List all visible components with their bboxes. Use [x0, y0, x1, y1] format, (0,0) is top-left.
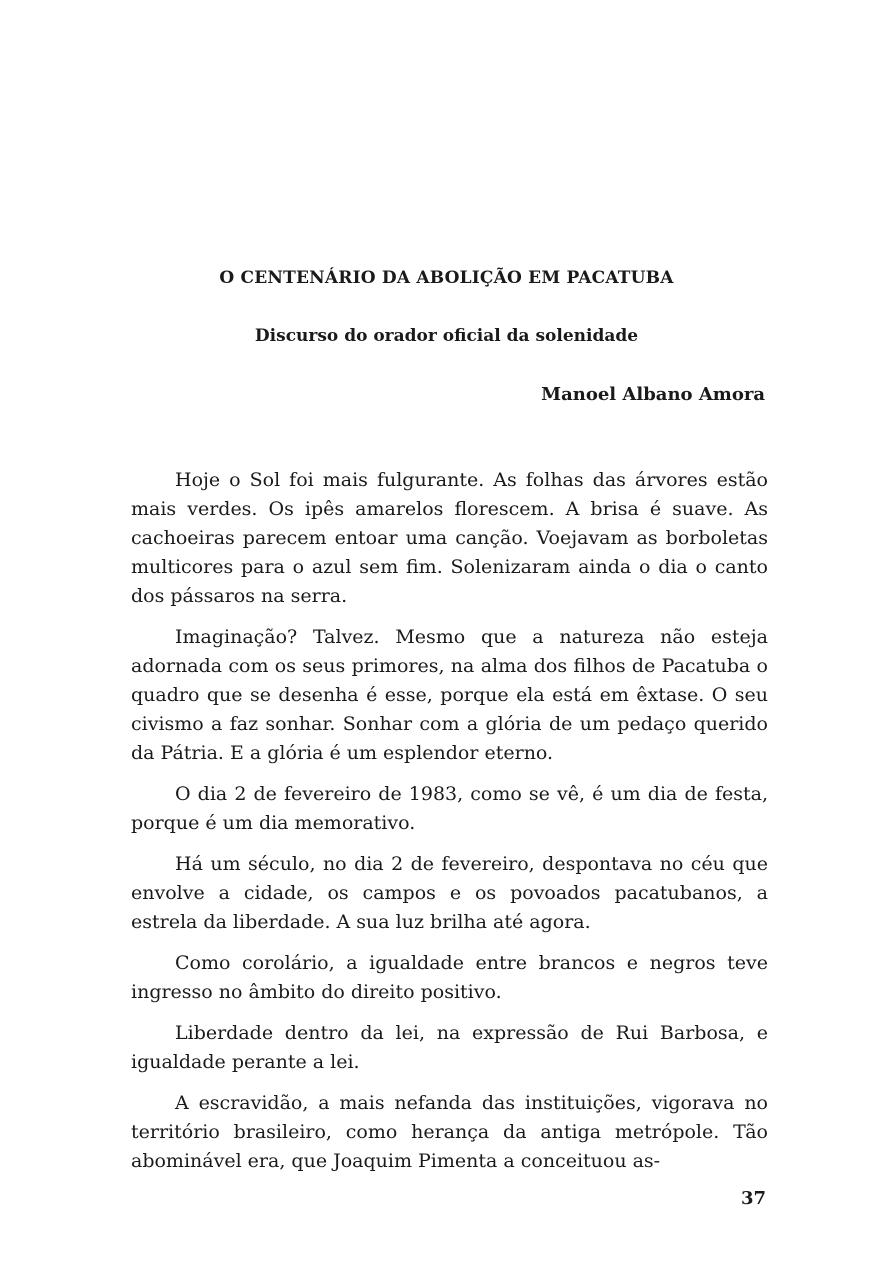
body-text [131, 466, 768, 1188]
paragraph: Como corolário, a igualdade entre brancos e negros teve ingresso no âmbito do direito positivo. [131, 952, 768, 1003]
paragraph: Há um século, no dia 2 de fevereiro, despontava no céu que envolve a cidade, os campos e os povoados pacatubanos, a estrela da liberdade. A sua luz brilha até agora. [131, 853, 768, 933]
page-number: 37 [740, 1188, 766, 1209]
paragraph: Imaginação? Talvez. Mesmo que a natureza não esteja adornada com os seus primores, na alma dos filhos de Pacatuba o quadro que se desenha é esse, porque ela está em êxtase. O seu civismo a faz sonhar. Sonhar com a glória de um pedaço querido da Pátria. E a glória é um esplendor eterno. [131, 626, 768, 764]
paragraph: Hoje o Sol foi mais fulgurante. As folhas das árvores estão mais verdes. Os ipês amarelos florescem. A brisa é suave. As cachoeiras parecem entoar uma canção. Voejavam as borboletas multicores para o azul sem fim. Solenizaram ainda o dia o canto dos pássaros na serra. [131, 469, 768, 607]
paragraph: O dia 2 de fevereiro de 1983, como se vê, é um dia de festa, porque é um dia memorativo. [131, 783, 768, 834]
paragraph: A escravidão, a mais nefanda das instituições, vigorava no território brasileiro, como herança da antiga metrópole. Tão abominável era, que Joaquim Pimenta a conceituou as- [131, 1092, 768, 1172]
document-title: O CENTENÁRIO DA ABOLIÇÃO EM PACATUBA [219, 268, 674, 288]
paragraph: Liberdade dentro da lei, na expressão de Rui Barbosa, e igualdade perante a lei. [131, 1022, 768, 1073]
author-name: Manoel Albano Amora [541, 384, 765, 405]
document-subtitle: Discurso do orador oficial da solenidade [254, 326, 639, 346]
